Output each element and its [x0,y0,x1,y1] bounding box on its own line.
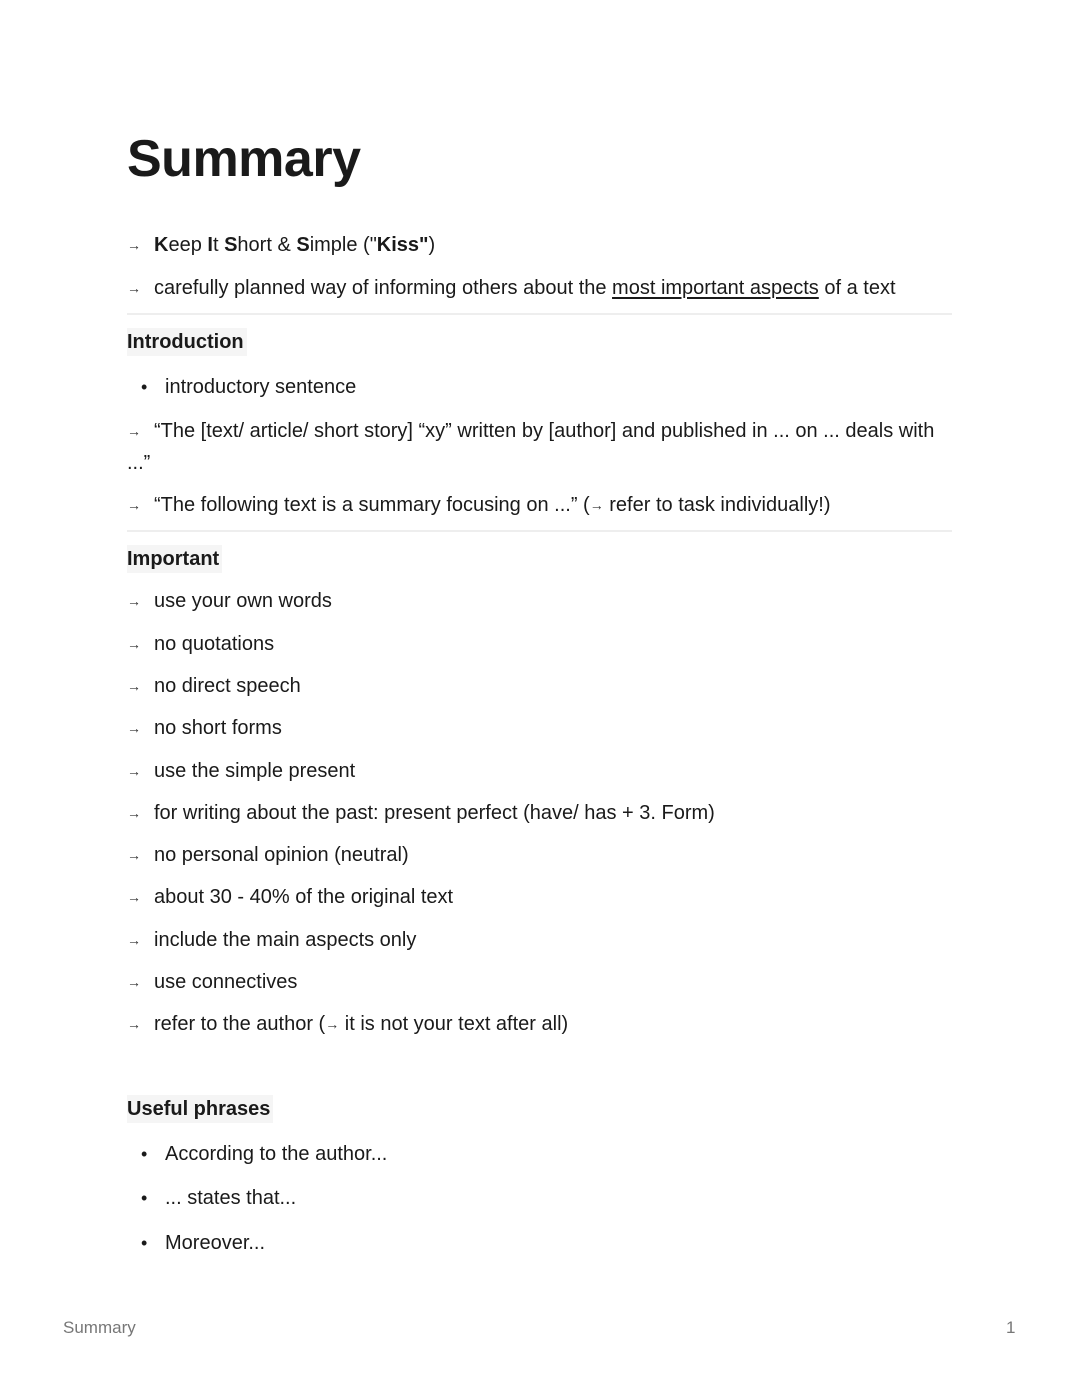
important-heading: Important [127,545,222,573]
list-item-text: no personal opinion (neutral) [154,844,409,866]
useful-phrases-heading: Useful phrases [127,1095,273,1123]
arrow-icon: → [127,805,141,821]
arrow-icon: → [127,593,141,609]
introduction-example-2 [127,490,830,520]
introduction-example-1 [127,415,957,479]
list-item [127,586,332,616]
kiss-word: Kiss" [376,234,429,256]
list-item [127,1183,296,1213]
arrow-icon: → [127,847,141,863]
arrow-icon: → [325,1016,340,1032]
definition-underlined: most important aspects [612,277,819,299]
arrow-icon: → [127,763,141,779]
list-item-text: no quotations [154,633,275,655]
list-item-text: According to the author... [165,1143,388,1165]
arrow-icon: → [127,889,141,905]
definition-after: of a text [818,277,896,299]
list-item [127,967,297,997]
list-item [127,629,274,659]
arrow-icon: → [127,497,141,513]
list-item-text: refer to the author ( [154,1013,326,1035]
list-item [127,925,416,955]
kiss-i: I [207,234,213,256]
kiss-s1: S [224,234,238,256]
list-item-text: no direct speech [154,675,301,697]
section-divider [127,530,952,532]
page-number: 1 [1006,1318,1016,1337]
arrow-icon: → [127,720,141,736]
introduction-heading: Introduction [127,328,247,356]
arrow-icon: → [127,237,141,253]
arrow-icon: → [127,423,141,439]
introduction-example-2-after: refer to task individually!) [603,494,831,516]
arrow-icon: → [589,497,604,513]
introduction-example-1-text: “The [text/ article/ short story] “xy” written by [author] and published in ... on ... deals with ...” [127,420,935,474]
arrow-icon: → [127,280,141,296]
kiss-i-rest: t [212,234,225,256]
list-item-text: use the simple present [154,760,356,782]
arrow-icon: → [127,932,141,948]
arrow-icon: → [127,636,141,652]
bullet-icon: • [141,1233,148,1253]
list-item [127,1139,387,1169]
kiss-line [127,230,435,260]
kiss-s1-rest: hort & [237,234,297,256]
arrow-icon: → [127,1016,141,1032]
kiss-s2-rest: imple (" [309,234,377,256]
bullet-icon: • [141,1188,148,1208]
introduction-bullet [127,372,356,402]
list-item-text: no short forms [154,717,282,739]
list-item-text: use connectives [154,971,298,993]
list-item [127,798,715,828]
list-item-text: for writing about the past: present perfect (have/ has + 3. Form) [154,802,715,824]
list-item [127,882,453,912]
arrow-icon: → [127,678,141,694]
definition-before: carefully planned way of informing others about the [154,277,613,299]
introduction-example-2-before: “The following text is a summary focusing on ...” ( [154,494,590,516]
list-item [127,671,301,701]
kiss-close: ) [428,234,436,256]
bullet-icon: • [141,1144,148,1164]
kiss-k-rest: eep [168,234,208,256]
kiss-k: K [154,234,169,256]
kiss-s2: S [296,234,310,256]
bullet-icon: • [141,377,148,397]
list-item-text: Moreover... [165,1232,266,1254]
list-item [127,840,409,870]
list-item-text: it is not your text after all) [339,1013,569,1035]
definition-line [127,273,896,303]
list-item-text: use your own words [154,590,332,612]
list-item-text: about 30 - 40% of the original text [154,886,454,908]
page-title: Summary [127,130,361,188]
section-divider [127,313,952,315]
list-item [127,1228,265,1258]
list-item [127,1009,568,1039]
arrow-icon: → [127,974,141,990]
list-item-text: ... states that... [165,1187,297,1209]
list-item-text: include the main aspects only [154,929,417,951]
footer-label: Summary [63,1318,136,1337]
list-item [127,713,282,743]
introduction-bullet-text: introductory sentence [165,376,357,398]
list-item [127,756,355,786]
